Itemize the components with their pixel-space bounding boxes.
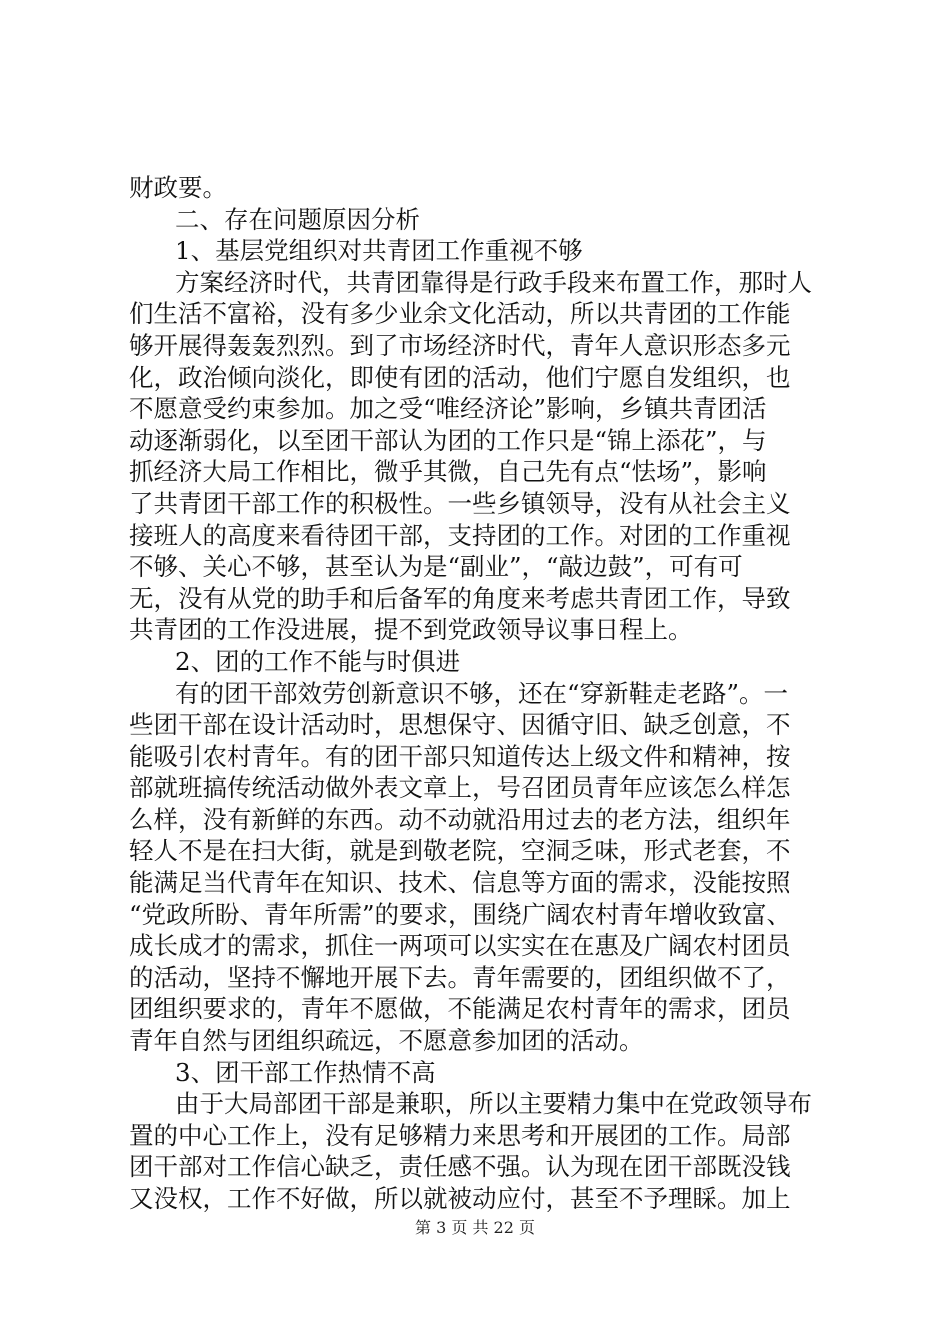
text-line: 团干部对工作信心缺乏，责任感不强。认为现在团干部既没钱 [129, 1152, 791, 1182]
text-line: 财政要。 [129, 173, 227, 202]
page-number: 第 3 页 共 22 页 [415, 1218, 535, 1237]
body-text [129, 172, 829, 1215]
text-line: 些团干部在设计活动时，思想保守、因循守旧、缺乏创意，不 [129, 710, 791, 740]
text-line: 动逐渐弱化，以至团干部认为团的工作只是“锦上添花”，与 [129, 425, 767, 455]
text-line: 的活动，坚持不懈地开展下去。青年需要的，团组织做不了， [129, 962, 791, 992]
text-line: 够开展得轰轰烈烈。到了市场经济时代，青年人意识形态多元 [129, 330, 791, 360]
text-line: 置的中心工作上，没有足够精力来思考和开展团的工作。局部 [129, 1120, 791, 1150]
text-line: 方案经济时代，共青团靠得是行政手段来布置工作，那时人 [175, 267, 812, 297]
text-line: 由于大局部团干部是兼职，所以主要精力集中在党政领导布 [175, 1089, 812, 1119]
subsection-heading: 3、团干部工作热情不高 [175, 1057, 436, 1087]
text-line: 轻人不是在扫大街，就是到敬老院，空洞乏味，形式老套，不 [129, 836, 791, 866]
text-line: “党政所盼、青年所需”的要求，围绕广阔农村青年增收致富、 [129, 899, 792, 929]
text-line: 成长成才的需求，抓住一两项可以实实在在惠及广阔农村团员 [129, 931, 791, 961]
text-line: 接班人的高度来看待团干部，支持团的工作。对团的工作重视 [129, 520, 791, 550]
text-line: 们生活不富裕，没有多少业余文化活动，所以共青团的工作能 [129, 299, 791, 329]
text-line: 有的团干部效劳创新意识不够，还在“穿新鞋走老路”。一 [175, 678, 789, 708]
text-line: 青年自然与团组织疏远，不愿意参加团的活动。 [129, 1026, 644, 1056]
text-line: 么样，没有新鲜的东西。动不动就沿用过去的老方法，组织年 [129, 804, 791, 834]
text-line: 部就班搞传统活动做外表文章上，号召团员青年应该怎么样怎 [129, 773, 791, 803]
text-line: 无，没有从党的助手和后备军的角度来考虑共青团工作，导致 [129, 583, 791, 613]
text-line: 能满足当代青年在知识、技术、信息等方面的需求，没能按照 [129, 868, 791, 898]
text-line: 团组织要求的，青年不愿做，不能满足农村青年的需求，团员 [129, 994, 791, 1024]
text-line: 能吸引农村青年。有的团干部只知道传达上级文件和精神，按 [129, 741, 791, 771]
text-line: 化，政治倾向淡化，即使有团的活动，他们宁愿自发组织，也 [129, 362, 791, 392]
page-footer [0, 1218, 950, 1238]
text-line: 又没权，工作不好做，所以就被动应付，甚至不予理睬。加上 [129, 1184, 791, 1213]
section-heading: 二、存在问题原因分析 [175, 204, 420, 234]
text-line: 共青团的工作没进展，提不到党政领导议事日程上。 [129, 615, 693, 645]
text-line: 不愿意受约束参加。加之受“唯经济论”影响，乡镇共青团活 [129, 394, 767, 424]
subsection-heading: 2、团的工作不能与时俱进 [175, 646, 461, 676]
subsection-heading: 1、基层党组织对共青团工作重视不够 [175, 236, 583, 266]
text-line: 不够、关心不够，甚至认为是“副业”，“敲边鼓”，可有可 [129, 552, 743, 582]
text-line: 抓经济大局工作相比，微乎其微，自己先有点“怯场”，影响 [129, 457, 767, 487]
text-line: 了共青团干部工作的积极性。一些乡镇领导，没有从社会主义 [129, 488, 791, 518]
